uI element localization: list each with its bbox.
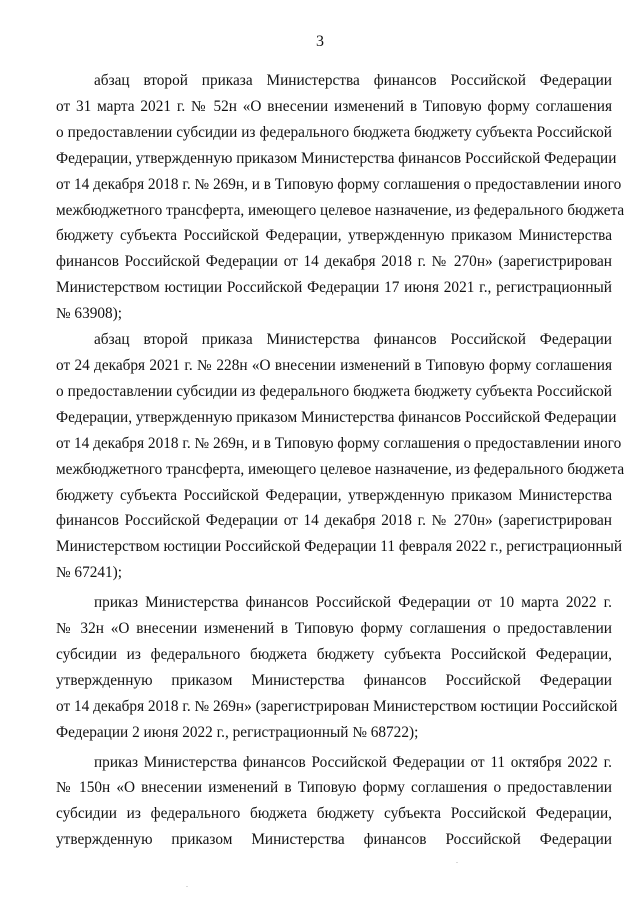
document-body (56, 68, 625, 853)
text-line: приказ Министерства финансов Российской Федерации от 10 марта 2022 г. (94, 594, 612, 612)
text-line: межбюджетного трансферта, имеющего целевое назначение, из федерального бюджета (56, 460, 625, 478)
text-line: приказ Министерства финансов Российской Федерации от 11 октября 2022 г. (94, 753, 612, 771)
text-line: № 63908); (56, 305, 123, 323)
text-line: бюджету субъекта Российской Федерации, утвержденную приказом Министерства (56, 227, 612, 245)
text-line: финансов Российской Федерации от 14 декабря 2018 г. № 270н» (зарегистрирован (56, 253, 612, 271)
text-line: Федерации 2 июня 2022 г., регистрационный № 68722); (56, 723, 419, 741)
page-number: 3 (316, 33, 324, 50)
text-line: субсидии из федерального бюджета бюджету субъекта Российской Федерации, (56, 645, 612, 663)
text-line: от 24 декабря 2021 г. № 228н «О внесении изменений в Типовую форму соглашения (56, 356, 612, 374)
paragraph-1 (56, 68, 625, 327)
text-line: о предоставлении субсидии из федерального бюджета бюджету субъекта Российской (56, 123, 612, 141)
text-line: утвержденную приказом Министерства финансов Российской Федерации (56, 831, 612, 849)
text-line: от 14 декабря 2018 г. № 269н, и в Типовую форму соглашения о предоставлении иного (56, 175, 622, 193)
text-line: от 14 декабря 2018 г. № 269н, и в Типовую форму соглашения о предоставлении иного (56, 434, 622, 452)
text-line: абзац второй приказа Министерства финансов Российской Федерации (94, 331, 612, 349)
text-line: финансов Российской Федерации от 14 декабря 2018 г. № 270н» (зарегистрирован (56, 512, 612, 530)
text-line: № 67241); (56, 564, 123, 582)
text-line: от 14 декабря 2018 г. № 269н» (зарегистрирован Министерством юстиции Российской (56, 697, 618, 715)
text-line: Федерации, утвержденную приказом Министерства финансов Российской Федерации (56, 408, 617, 426)
text-line: от 31 марта 2021 г. № 52н «О внесении изменений в Типовую форму соглашения (56, 97, 612, 115)
text-line: межбюджетного трансферта, имеющего целевое назначение, из федерального бюджета (56, 201, 625, 219)
text-line: Федерации, утвержденную приказом Министерства финансов Российской Федерации (56, 149, 617, 167)
text-line: Министерством юстиции Российской Федерации 17 июня 2021 г., регистрационный (56, 279, 612, 297)
text-line: № 150н «О внесении изменений в Типовую форму соглашения о предоставлении (56, 779, 612, 797)
text-line: Министерством юстиции Российской Федерации 11 февраля 2022 г., регистрационный (56, 538, 623, 556)
scan-artifact (456, 862, 458, 863)
text-line: о предоставлении субсидии из федерального бюджета бюджету субъекта Российской (56, 382, 612, 400)
paragraph-4 (56, 750, 612, 854)
text-line: утвержденную приказом Министерства финансов Российской Федерации (56, 671, 612, 689)
text-line: бюджету субъекта Российской Федерации, утвержденную приказом Министерства (56, 486, 612, 504)
paragraph-3 (56, 590, 618, 745)
scan-artifact (186, 886, 188, 887)
text-line: № 32н «О внесении изменений в Типовую форму соглашения о предоставлении (56, 620, 612, 638)
paragraph-2 (56, 327, 625, 586)
text-line: субсидии из федерального бюджета бюджету субъекта Российской Федерации, (56, 805, 612, 823)
text-line: абзац второй приказа Министерства финансов Российской Федерации (94, 72, 612, 89)
